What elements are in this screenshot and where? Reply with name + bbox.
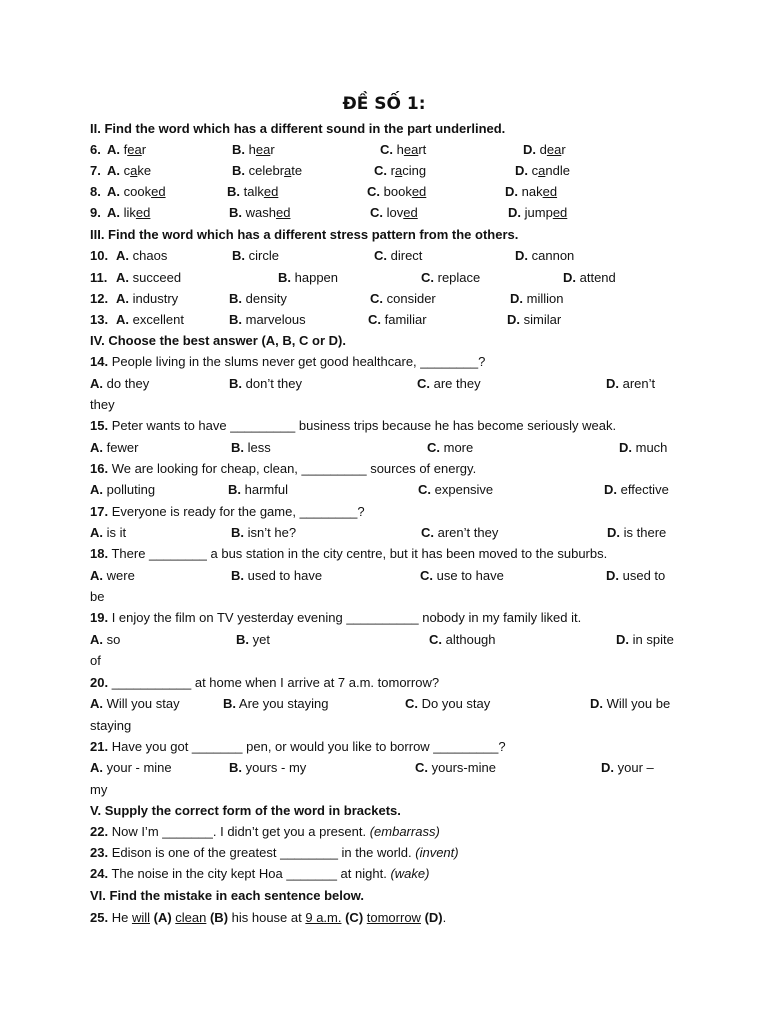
underlined-part: ea <box>127 142 142 157</box>
underlined-part: ed <box>552 205 568 220</box>
question-number: 8. <box>90 184 101 199</box>
option-text: r <box>561 142 566 157</box>
mistake-marker: (A) <box>150 910 176 925</box>
option-letter: A. <box>107 142 120 157</box>
option-text: ndle <box>545 163 570 178</box>
question-number: 11. <box>90 270 108 285</box>
option-b <box>232 248 279 264</box>
option-letter: A. <box>90 482 103 497</box>
option-d <box>507 312 561 328</box>
option-text: more <box>443 440 474 455</box>
underlined-part: ed <box>263 184 279 199</box>
option-letter: B. <box>223 696 236 711</box>
option-d <box>515 163 570 179</box>
option-b <box>229 760 306 776</box>
option-text: celebr <box>248 163 285 178</box>
underlined-part: tomorrow <box>366 910 421 925</box>
question-19 <box>90 610 581 626</box>
section-6-header: VI. Find the mistake in each sentence below. <box>90 888 365 903</box>
option-a <box>90 632 120 648</box>
option-letter: A. <box>107 184 120 199</box>
option-d <box>607 525 666 541</box>
question-number: 22. <box>90 824 109 839</box>
option-d <box>604 482 669 498</box>
question-number: 25. <box>90 910 109 925</box>
question-text: We are looking for cheap, clean, _________ sources of energy. <box>111 461 477 476</box>
question-23 <box>90 845 459 861</box>
option-letter: D. <box>619 440 632 455</box>
option-text: consider <box>386 291 436 306</box>
underlined-part: ed <box>411 184 427 199</box>
option-letter: B. <box>231 440 244 455</box>
underlined-part: ed <box>542 184 558 199</box>
option-wrap: they <box>90 397 115 412</box>
option-letter: C. <box>370 205 383 220</box>
option-a <box>90 568 135 584</box>
question-18 <box>90 546 607 562</box>
question-10 <box>90 248 108 264</box>
underlined-part: ed <box>135 205 151 220</box>
option-letter: C. <box>368 312 381 327</box>
option-b <box>227 184 278 200</box>
option-letter: B. <box>232 142 245 157</box>
question-text: Edison is one of the greatest ________ in the world. <box>111 845 416 860</box>
option-letter: D. <box>606 568 619 583</box>
option-letter: B. <box>231 568 244 583</box>
question-number: 17. <box>90 504 109 519</box>
underlined-part: a <box>538 163 546 178</box>
question-number: 21. <box>90 739 109 754</box>
option-letter: A. <box>90 696 103 711</box>
option-text: h <box>396 142 404 157</box>
option-b <box>229 205 290 221</box>
option-text: happen <box>294 270 339 285</box>
option-wrap: my <box>90 782 108 797</box>
option-letter: B. <box>232 163 245 178</box>
option-c <box>421 525 498 541</box>
option-letter: C. <box>420 568 433 583</box>
option-letter: D. <box>505 184 518 199</box>
option-wrap: of <box>90 653 101 668</box>
question-text: ___________ at home when I arrive at 7 a.m. tomorrow? <box>111 675 440 690</box>
underlined-part: ea <box>403 142 419 157</box>
option-b <box>231 568 322 584</box>
option-text: cook <box>123 184 152 199</box>
underlined-part: ea <box>255 142 271 157</box>
option-text: Will you be <box>606 696 671 711</box>
option-letter: D. <box>601 760 614 775</box>
option-b <box>278 270 338 286</box>
option-text: is there <box>623 525 667 540</box>
option-text: lov <box>386 205 404 220</box>
option-text: million <box>526 291 564 306</box>
option-text: marvelous <box>245 312 306 327</box>
option-letter: A. <box>90 760 103 775</box>
question-number: 23. <box>90 845 109 860</box>
question-text: Everyone is ready for the game, ________? <box>111 504 365 519</box>
option-d <box>606 376 655 392</box>
option-c <box>370 205 418 221</box>
option-text: d <box>539 142 547 157</box>
question-22 <box>90 824 440 840</box>
question-number: 19. <box>90 610 109 625</box>
question-12 <box>90 291 108 307</box>
option-c <box>374 248 422 264</box>
option-letter: C. <box>367 184 380 199</box>
option-text: isn’t he? <box>247 525 297 540</box>
option-c <box>370 291 436 307</box>
option-text: r <box>390 163 395 178</box>
option-text: density <box>245 291 287 306</box>
option-a <box>107 142 146 158</box>
question-text: I enjoy the film on TV yesterday evening __________ nobody in my family liked it. <box>111 610 582 625</box>
question-number: 18. <box>90 546 109 561</box>
option-letter: C. <box>418 482 431 497</box>
option-c <box>380 142 426 158</box>
question-11 <box>90 270 107 286</box>
option-text: h <box>248 142 256 157</box>
question-20 <box>90 675 439 691</box>
option-letter: D. <box>507 312 520 327</box>
underlined-part: a <box>130 163 138 178</box>
question-number: 13. <box>90 312 109 327</box>
option-d <box>508 205 567 221</box>
mistake-marker: (B) <box>206 910 232 925</box>
option-b <box>232 142 275 158</box>
option-text: much <box>635 440 668 455</box>
question-24 <box>90 866 429 882</box>
question-text: The noise in the city kept Hoa _______ at night. <box>111 866 391 881</box>
option-d <box>515 248 574 264</box>
option-text: expensive <box>434 482 494 497</box>
question-text: Now I’m _______. I didn’t get you a present. <box>111 824 370 839</box>
option-d <box>601 760 654 776</box>
question-13 <box>90 312 108 328</box>
option-letter: B. <box>229 312 242 327</box>
option-a <box>90 696 180 712</box>
option-text: chaos <box>132 248 168 263</box>
question-16 <box>90 461 476 477</box>
option-text: r <box>141 142 147 157</box>
option-letter: D. <box>510 291 523 306</box>
option-c <box>367 184 426 200</box>
option-text: don’t they <box>245 376 302 391</box>
option-d <box>523 142 566 158</box>
option-letter: B. <box>229 291 242 306</box>
option-text: in spite <box>632 632 674 647</box>
option-a <box>107 184 166 200</box>
option-text: c <box>123 163 131 178</box>
option-text: f <box>123 142 128 157</box>
option-text: ke <box>137 163 152 178</box>
option-letter: A. <box>90 440 103 455</box>
option-a <box>90 482 155 498</box>
option-text: Will you stay <box>106 696 180 711</box>
option-a <box>116 248 167 264</box>
option-letter: D. <box>606 376 619 391</box>
question-text: Peter wants to have _________ business trips because he has become seriously weak. <box>111 418 617 433</box>
option-letter: D. <box>563 270 576 285</box>
option-text: is it <box>106 525 127 540</box>
page-title: ĐỀ SỐ 1: <box>342 94 426 114</box>
option-letter: B. <box>232 248 245 263</box>
question-9 <box>90 205 101 221</box>
option-a <box>116 312 184 328</box>
option-text: effective <box>620 482 669 497</box>
option-c <box>415 760 496 776</box>
option-c <box>405 696 490 712</box>
option-letter: C. <box>429 632 442 647</box>
option-letter: C. <box>415 760 428 775</box>
option-letter: A. <box>90 525 103 540</box>
option-a <box>116 270 181 286</box>
option-letter: C. <box>405 696 418 711</box>
option-a <box>90 376 149 392</box>
underlined-part: clean <box>175 910 207 925</box>
question-number: 20. <box>90 675 109 690</box>
option-c <box>368 312 427 328</box>
option-a <box>90 760 172 776</box>
option-letter: B. <box>231 525 244 540</box>
option-text: talk <box>243 184 264 199</box>
question-number: 6. <box>90 142 101 157</box>
sentence-text: his house at <box>231 910 306 925</box>
option-text: c <box>531 163 539 178</box>
option-text: replace <box>437 270 481 285</box>
question-21 <box>90 739 506 755</box>
question-17 <box>90 504 365 520</box>
underlined-part: 9 a.m. <box>305 910 342 925</box>
option-text: jump <box>524 205 553 220</box>
option-letter: B. <box>278 270 291 285</box>
option-letter: C. <box>421 270 434 285</box>
option-text: r <box>270 142 275 157</box>
option-d <box>616 632 674 648</box>
option-letter: A. <box>90 632 103 647</box>
option-letter: D. <box>515 248 528 263</box>
question-25 <box>90 910 446 926</box>
option-letter: B. <box>229 376 242 391</box>
option-letter: A. <box>90 376 103 391</box>
question-number: 9. <box>90 205 101 220</box>
option-text: circle <box>248 248 279 263</box>
underlined-part: ed <box>403 205 418 220</box>
option-c <box>421 270 480 286</box>
option-letter: C. <box>427 440 440 455</box>
word-hint: (invent) <box>415 845 459 860</box>
option-letter: A. <box>116 312 129 327</box>
underlined-part: a <box>284 163 292 178</box>
question-15 <box>90 418 616 434</box>
option-text: rt <box>418 142 427 157</box>
option-d <box>510 291 563 307</box>
sentence-text: He <box>111 910 132 925</box>
option-text: Are you staying <box>238 696 329 711</box>
option-b <box>232 163 302 179</box>
option-text: so <box>106 632 121 647</box>
option-d <box>505 184 557 200</box>
option-b <box>231 525 296 541</box>
option-letter: C. <box>374 248 387 263</box>
option-letter: D. <box>604 482 617 497</box>
option-letter: D. <box>508 205 521 220</box>
option-letter: A. <box>116 248 129 263</box>
option-text: polluting <box>106 482 156 497</box>
option-letter: C. <box>380 142 393 157</box>
option-d <box>606 568 665 584</box>
option-letter: C. <box>417 376 430 391</box>
option-letter: C. <box>370 291 383 306</box>
section-5-header: V. Supply the correct form of the word in brackets. <box>90 803 401 818</box>
option-text: yet <box>252 632 270 647</box>
option-letter: C. <box>421 525 434 540</box>
option-b <box>229 312 306 328</box>
option-letter: A. <box>107 163 120 178</box>
option-letter: D. <box>590 696 603 711</box>
question-text: There ________ a bus station in the city centre, but it has been moved to the suburbs. <box>111 546 608 561</box>
option-letter: B. <box>229 205 242 220</box>
option-d <box>590 696 670 712</box>
option-letter: B. <box>236 632 249 647</box>
question-number: 24. <box>90 866 109 881</box>
option-b <box>229 376 302 392</box>
option-d <box>619 440 667 456</box>
option-text: nak <box>521 184 543 199</box>
option-text: attend <box>579 270 616 285</box>
question-number: 16. <box>90 461 109 476</box>
question-number: 10. <box>90 248 109 263</box>
option-text: cannon <box>531 248 575 263</box>
option-a <box>107 205 150 221</box>
option-text: fewer <box>106 440 139 455</box>
option-text: your – <box>617 760 654 775</box>
option-text: yours - my <box>245 760 307 775</box>
question-number: 15. <box>90 418 109 433</box>
option-letter: A. <box>90 568 103 583</box>
option-c <box>417 376 481 392</box>
question-number: 14. <box>90 354 109 369</box>
option-letter: D. <box>515 163 528 178</box>
question-text: Have you got _______ pen, or would you like to borrow _________? <box>111 739 506 754</box>
option-text: succeed <box>132 270 182 285</box>
mistake-marker: (C) <box>341 910 367 925</box>
question-number: 7. <box>90 163 101 178</box>
option-c <box>420 568 504 584</box>
question-number: 12. <box>90 291 109 306</box>
option-letter: A. <box>116 270 129 285</box>
option-text: yours-mine <box>431 760 496 775</box>
underlined-part: a <box>394 163 403 178</box>
underlined-part: ed <box>275 205 291 220</box>
option-a <box>107 163 151 179</box>
option-text: your - mine <box>106 760 172 775</box>
option-text: aren’t <box>622 376 656 391</box>
option-wrap: staying <box>90 718 132 733</box>
option-text: use to have <box>436 568 504 583</box>
question-text: People living in the slums never get good healthcare, ________? <box>111 354 486 369</box>
option-text: are they <box>433 376 481 391</box>
option-c <box>429 632 496 648</box>
sentence-text: . <box>442 910 447 925</box>
question-8 <box>90 184 101 200</box>
option-letter: B. <box>227 184 240 199</box>
option-text: lik <box>123 205 136 220</box>
option-text: wash <box>245 205 276 220</box>
option-a <box>90 525 126 541</box>
underlined-part: ed <box>151 184 166 199</box>
option-a <box>90 440 138 456</box>
option-letter: A. <box>107 205 120 220</box>
word-hint: (embarrass) <box>369 824 440 839</box>
option-b <box>228 482 288 498</box>
option-text: although <box>445 632 496 647</box>
option-c <box>427 440 473 456</box>
question-7 <box>90 163 101 179</box>
option-text: book <box>383 184 412 199</box>
option-text: similar <box>523 312 562 327</box>
option-letter: A. <box>116 291 129 306</box>
section-3-header: III. Find the word which has a different stress pattern from the others. <box>90 227 519 242</box>
question-6 <box>90 142 101 158</box>
mistake-marker: (D) <box>420 910 443 925</box>
option-letter: D. <box>607 525 620 540</box>
option-b <box>223 696 329 712</box>
option-c <box>418 482 493 498</box>
option-letter: B. <box>229 760 242 775</box>
option-wrap: be <box>90 589 105 604</box>
option-letter: B. <box>228 482 241 497</box>
section-4-header: IV. Choose the best answer (A, B, C or D). <box>90 333 346 348</box>
option-text: do they <box>106 376 150 391</box>
option-text: direct <box>390 248 423 263</box>
option-text: te <box>291 163 303 178</box>
option-text: Do you stay <box>421 696 491 711</box>
option-letter: D. <box>523 142 536 157</box>
option-text: industry <box>132 291 179 306</box>
option-text: were <box>106 568 135 583</box>
option-d <box>563 270 616 286</box>
option-text: less <box>247 440 271 455</box>
option-b <box>236 632 270 648</box>
section-2-header: II. Find the word which has a different sound in the part underlined. <box>90 121 506 136</box>
option-b <box>229 291 287 307</box>
option-text: used to have <box>247 568 323 583</box>
option-letter: D. <box>616 632 629 647</box>
option-c <box>374 163 426 179</box>
option-text: excellent <box>132 312 184 327</box>
underlined-part: will <box>131 910 150 925</box>
word-hint: (wake) <box>390 866 430 881</box>
option-text: harmful <box>244 482 288 497</box>
option-letter: C. <box>374 163 387 178</box>
question-14 <box>90 354 485 370</box>
option-text: cing <box>402 163 427 178</box>
option-a <box>116 291 178 307</box>
option-text: used to <box>622 568 666 583</box>
option-text: familiar <box>384 312 427 327</box>
option-b <box>231 440 271 456</box>
underlined-part: ea <box>546 142 562 157</box>
option-text: aren’t they <box>437 525 499 540</box>
